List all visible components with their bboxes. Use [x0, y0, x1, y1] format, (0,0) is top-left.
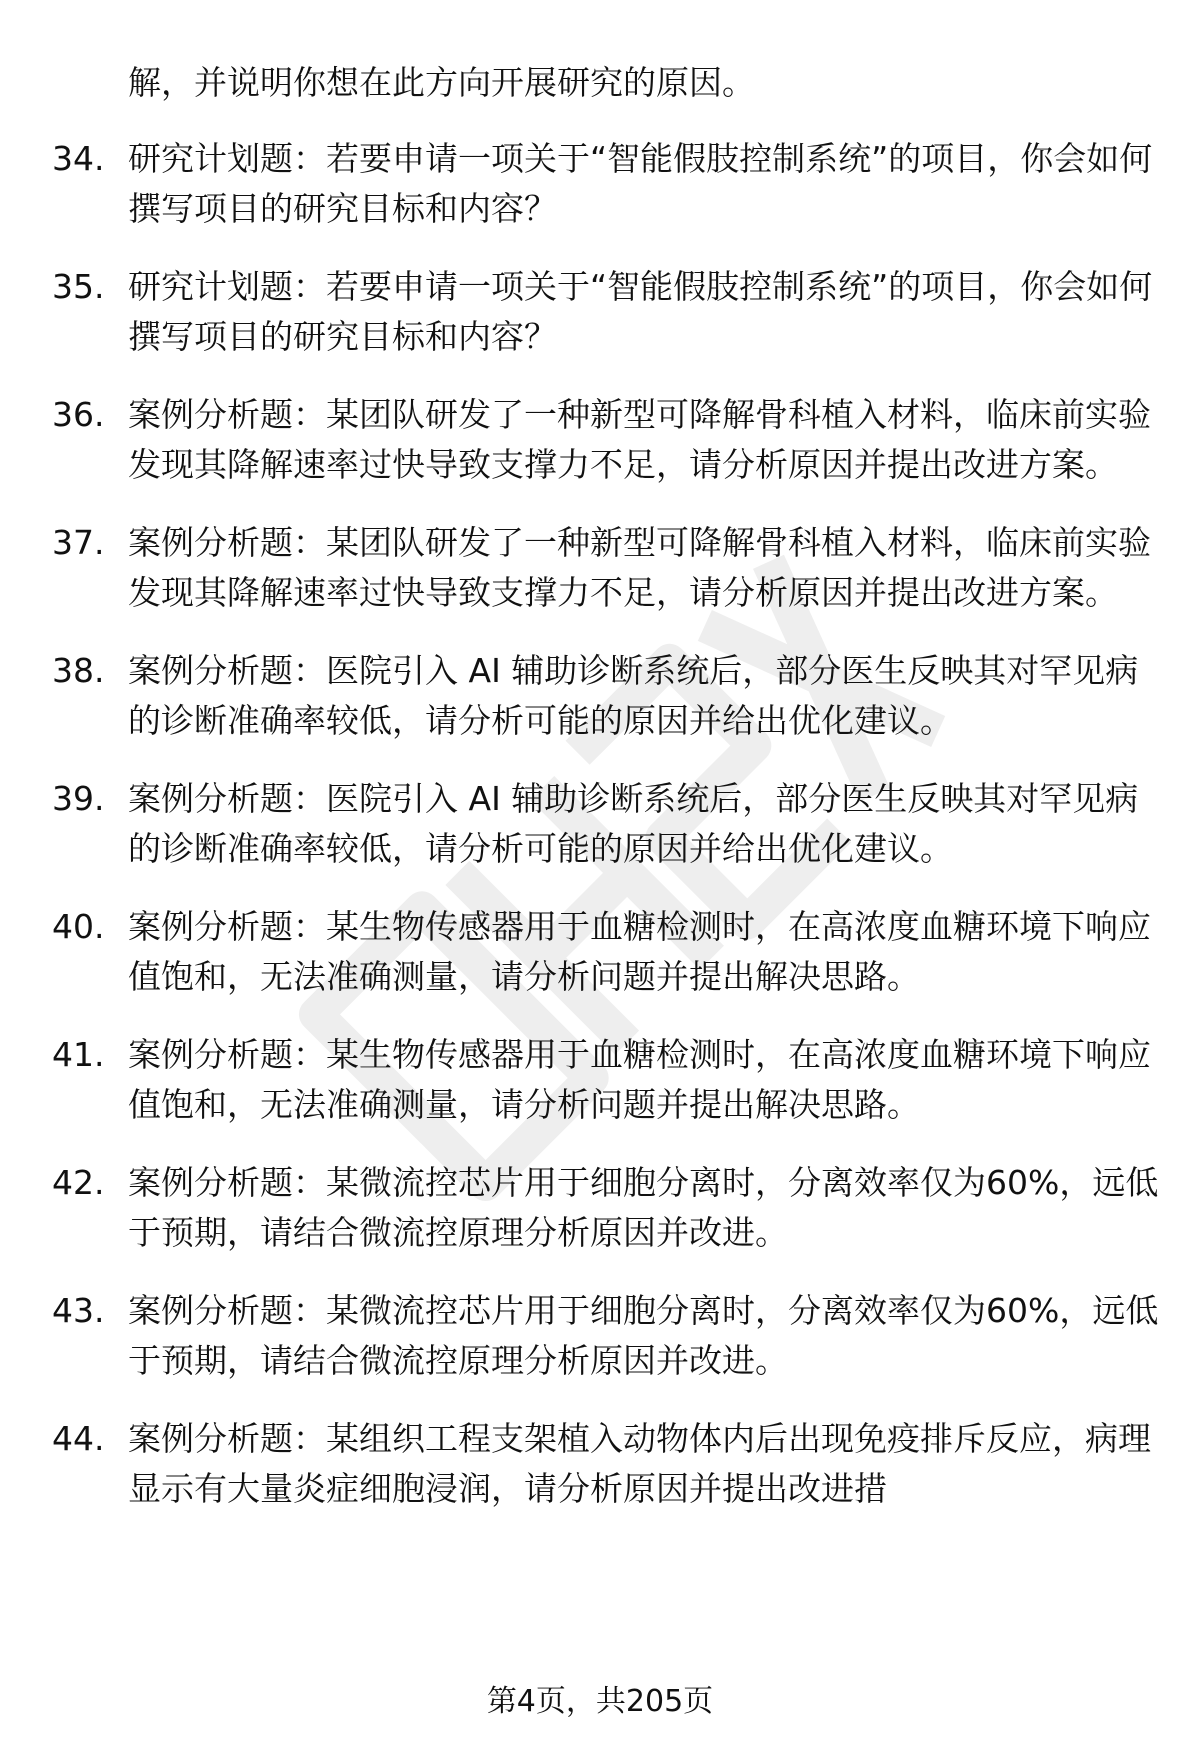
question-text: 案例分析题：医院引入 AI 辅助诊断系统后，部分医生反映其对罕见病的诊断准确率较低，请分析可能的原因并给出优化建议。 [128, 779, 1139, 868]
continuation-text: 解，并说明你想在此方向开展研究的原因。 [128, 63, 755, 102]
question-number: 42. [52, 1163, 105, 1202]
question-text: 案例分析题：某微流控芯片用于细胞分离时，分离效率仅为60%，远低于预期，请结合微流控原理分析原因并改进。 [128, 1163, 1159, 1252]
question-number: 34. [52, 139, 105, 178]
question-number: 43. [52, 1291, 105, 1330]
question-item [0, 1158, 1200, 1258]
question-number: 44. [52, 1419, 105, 1458]
question-text: 研究计划题：若要申请一项关于“智能假肢控制系统”的项目，你会如何撰写项目的研究目标和内容？ [128, 139, 1153, 228]
question-number: 41. [52, 1035, 105, 1074]
question-item [0, 1030, 1200, 1130]
question-list [0, 134, 1200, 1542]
question-text: 案例分析题：某生物传感器用于血糖检测时，在高浓度血糖环境下响应值饱和，无法准确测量，请分析问题并提出解决思路。 [128, 907, 1151, 996]
question-item [0, 262, 1200, 362]
question-text: 案例分析题：某生物传感器用于血糖检测时，在高浓度血糖环境下响应值饱和，无法准确测量，请分析问题并提出解决思路。 [128, 1035, 1151, 1124]
question-text: 研究计划题：若要申请一项关于“智能假肢控制系统”的项目，你会如何撰写项目的研究目标和内容？ [128, 267, 1153, 356]
question-text: 案例分析题：某组织工程支架植入动物体内后出现免疫排斥反应，病理显示有大量炎症细胞浸润，请分析原因并提出改进措 [128, 1419, 1151, 1508]
question-item [0, 774, 1200, 874]
question-item [0, 646, 1200, 746]
question-text: 案例分析题：某团队研发了一种新型可降解骨科植入材料，临床前实验发现其降解速率过快导致支撑力不足，请分析原因并提出改进方案。 [128, 395, 1151, 484]
question-item [0, 902, 1200, 1002]
question-item [0, 1414, 1200, 1514]
page-footer: 第4页，共205页 [486, 1684, 714, 1719]
question-number: 37. [52, 523, 105, 562]
question-number: 39. [52, 779, 105, 818]
question-number: 38. [52, 651, 105, 690]
question-number: 40. [52, 907, 105, 946]
question-item [0, 1286, 1200, 1386]
question-text: 案例分析题：某团队研发了一种新型可降解骨科植入材料，临床前实验发现其降解速率过快导致支撑力不足，请分析原因并提出改进方案。 [128, 523, 1151, 612]
question-item [0, 390, 1200, 490]
question-item [0, 518, 1200, 618]
question-text: 案例分析题：医院引入 AI 辅助诊断系统后，部分医生反映其对罕见病的诊断准确率较低，请分析可能的原因并给出优化建议。 [128, 651, 1139, 740]
question-text: 案例分析题：某微流控芯片用于细胞分离时，分离效率仅为60%，远低于预期，请结合微流控原理分析原因并改进。 [128, 1291, 1159, 1380]
question-number: 35. [52, 267, 105, 306]
question-number: 36. [52, 395, 105, 434]
question-item [0, 134, 1200, 234]
